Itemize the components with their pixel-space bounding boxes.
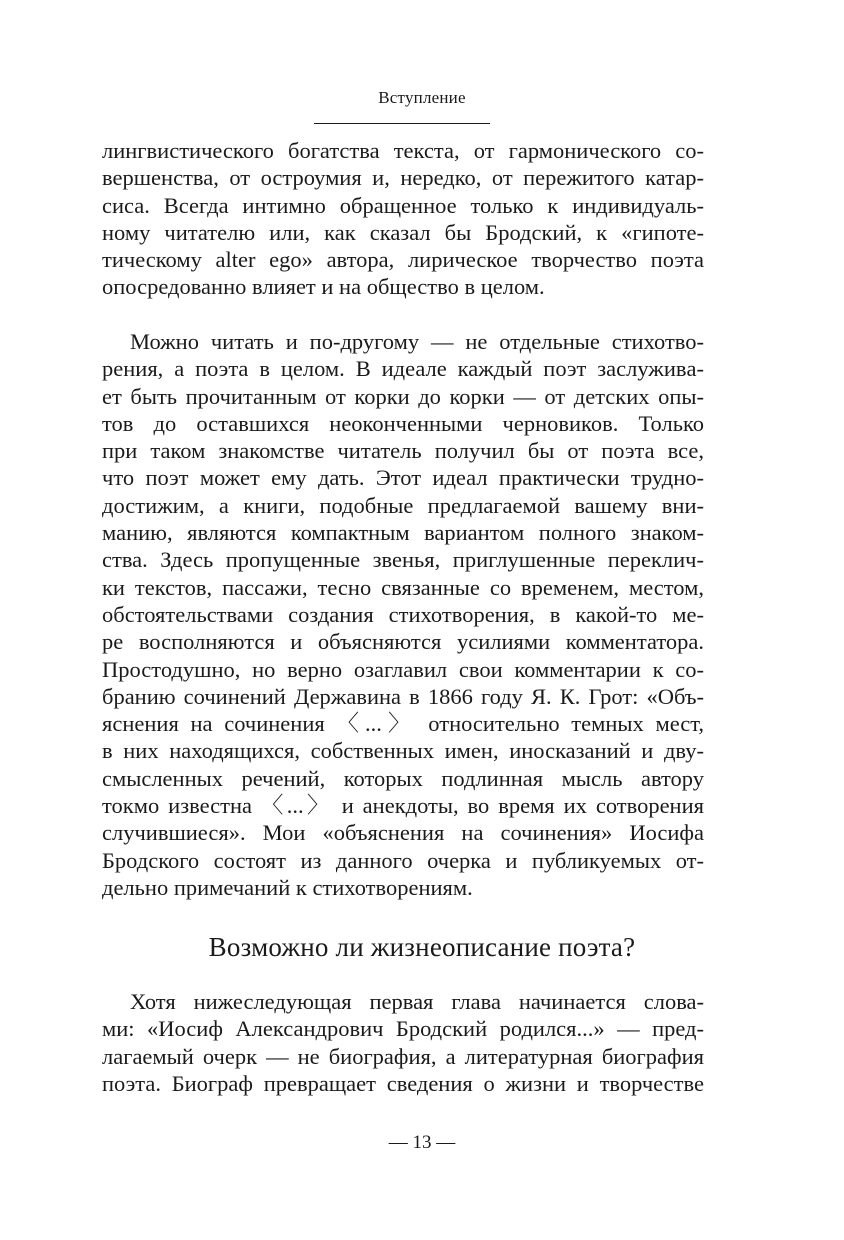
text-line: ет быть прочитанным от корки до корки — от детских опы- — [102, 383, 704, 409]
section-paragraph — [102, 988, 704, 1097]
text-line: что поэт может ему дать. Этот идеал практически трудно- — [102, 465, 704, 491]
text-line: достижим, а книги, подобные предлагаемой вашему вни- — [102, 492, 704, 518]
text-line: Можно читать и по-другому — не отдельные стихотво- — [130, 329, 704, 354]
text-line: обстоятельствами создания стихотворения, в какой-то ме- — [102, 601, 704, 627]
text-line: лингвистического богатства текста, от гармонического со- — [102, 138, 704, 163]
text-line: дельно примечаний к стихотворениям. — [102, 874, 473, 900]
text-line: тов до оставшихся неоконченными черновиков. Только — [102, 410, 704, 436]
text-line: рения, а поэта в целом. В идеале каждый поэт заслуживa- — [102, 356, 704, 382]
running-head-rule — [314, 123, 490, 124]
text-line: сиса. Всегда интимно обращенное только к индивидуаль- — [102, 192, 704, 218]
section-heading: Возможно ли жизнеописание поэта? — [208, 932, 636, 962]
text-line: вершенства, от остроумия и, нередко, от пережитого катар- — [102, 165, 704, 191]
text-line: при таком знакомстве читатель получил бы от поэта все, — [102, 438, 704, 464]
paragraph-1 — [102, 137, 704, 301]
text-line: ства. Здесь пропущенные звенья, приглушенные переклич- — [102, 547, 704, 573]
text-line: лагаемый очерк — не биография, а литературная биография — [102, 1043, 704, 1069]
text-line: в них находящихся, собственных имен, иносказаний и дву- — [102, 738, 704, 764]
text-line: ному читателю или, как сказал бы Бродский, к «гипоте- — [102, 219, 704, 245]
text-line: ми: «Иосиф Александрович Бродский родился...» — пред- — [102, 1016, 704, 1042]
text-line: ре восполняются и объясняются усилиями комментатора. — [102, 629, 704, 655]
page-number: — 13 — — [388, 1132, 456, 1153]
text-line: Бродского состоят из данного очерка и публикуемых от- — [102, 847, 704, 873]
text-line: ки текстов, пассажи, тесно связанные со временем, местом, — [102, 574, 704, 600]
text-line: Простодушно, но верно озаглавил свои комментарии к со- — [102, 656, 704, 682]
text-line: Хотя нижеследующая первая глава начинается слова- — [130, 989, 704, 1014]
text-line: смысленных речений, которых подлинная мысль автору — [102, 765, 704, 791]
text-line: яснения на сочинения 〈...〉 относительно темных мест, — [102, 711, 704, 737]
text-line: тическому alter ego» автора, лирическое творчество поэта — [102, 247, 704, 273]
text-line: случившиеся». Мои «объяснения на сочинения» Иосифа — [102, 820, 704, 846]
paragraph-2 — [102, 328, 704, 901]
text-line: манию, являются компактным вариантом полного знаком- — [102, 520, 704, 546]
text-line: бранию сочинений Державина в 1866 году Я. К. Грот: «Объ- — [102, 683, 704, 709]
running-head: Вступление — [378, 88, 466, 107]
text-line: поэта. Биограф превращает сведения о жизни и творчестве — [102, 1070, 704, 1096]
text-line: опосредованно влияет и на общество в целом. — [102, 274, 545, 300]
text-line: токмо известна 〈...〉 и анекдоты, во время их сотворения — [102, 793, 704, 819]
